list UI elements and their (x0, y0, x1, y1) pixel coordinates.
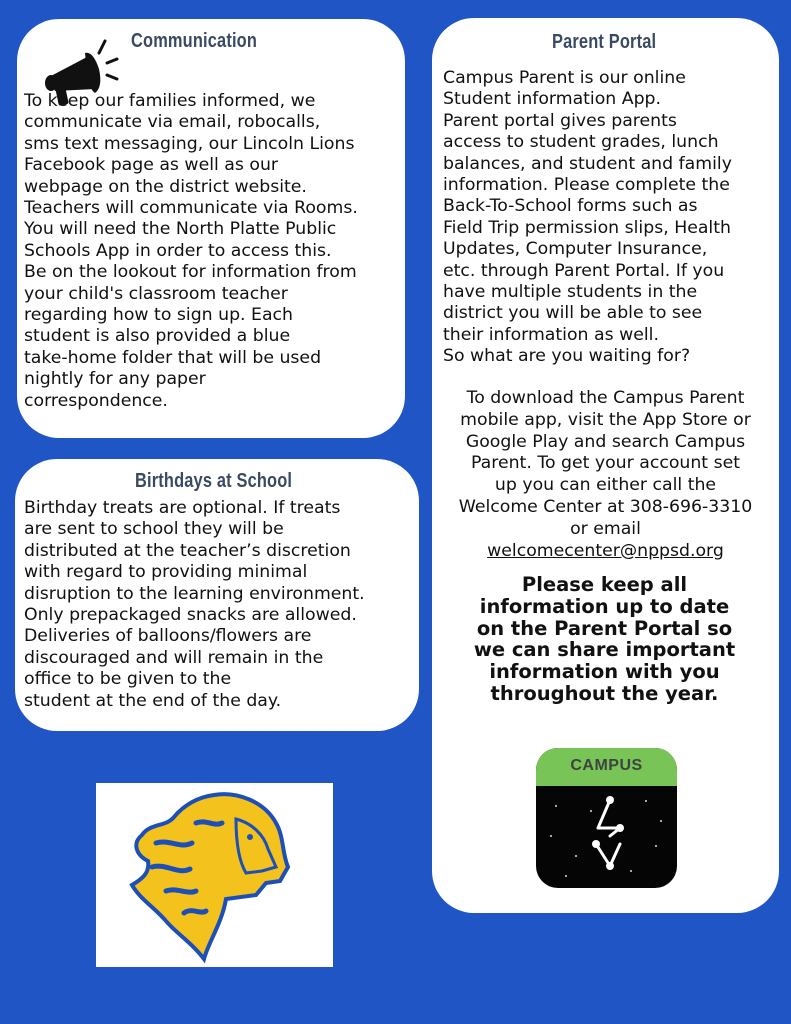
parent-portal-heading: Parent Portal (552, 31, 657, 53)
communication-body: To keep our families informed, we communicate via email, robocalls, sms text messaging, our Lincoln Lions Facebook page as well as our webpage on the district website. Teachers will communicate via Rooms. You will need the North Platte Public Schools App in order to access this. Be on the lookout for information from your child's classroom teacher regarding how to sign up. Each student is also provided a blue take-home folder that will be used nightly for any paper correspondence. (24, 91, 358, 411)
communication-heading: Communication (131, 30, 258, 52)
parent-portal-card (432, 18, 779, 913)
campus-app-logo (536, 748, 677, 888)
lion-head-icon (96, 783, 333, 967)
birthdays-body: Birthday treats are optional. If treats are sent to school they will be distributed at the teacher’s discretion with regard to providing minimal disruption to the learning environment. Only prepackaged snacks are allowed. Deliveries of balloons/flowers are discouraged and will remain in the office to be given to the student at the end of the day. (24, 498, 365, 711)
welcome-center-email-link[interactable]: welcomecenter@nppsd.org (487, 540, 724, 561)
keep-info-updated-notice: Please keep all information up to date on the Parent Portal so we can share important information with you throughout the year. (473, 573, 736, 705)
app-download-info (442, 388, 769, 562)
constellation-icon (536, 786, 677, 888)
parent-portal-description: Campus Parent is our online Student information App. Parent portal gives parents access to student grades, lunch balances, and student and family information. Please complete the Back-To-School forms such as Field Trip permission slips, Health Updates, Computer Insurance, etc. through Parent Portal. If you have multiple students in the district you will be able to see their information as well. So what are you waiting for? (443, 68, 732, 367)
app-download-text: To download the Campus Parent mobile app, visit the App Store or Google Play and search Campus Parent. To get your account set up you can either call the Welcome Center at 308-696-3310 or email (458, 388, 753, 539)
birthdays-heading: Birthdays at School (135, 470, 293, 492)
birthdays-card (15, 459, 419, 731)
lincoln-lions-logo (96, 783, 333, 967)
campus-logo-label: CAMPUS (536, 748, 677, 786)
communication-card (17, 19, 405, 438)
